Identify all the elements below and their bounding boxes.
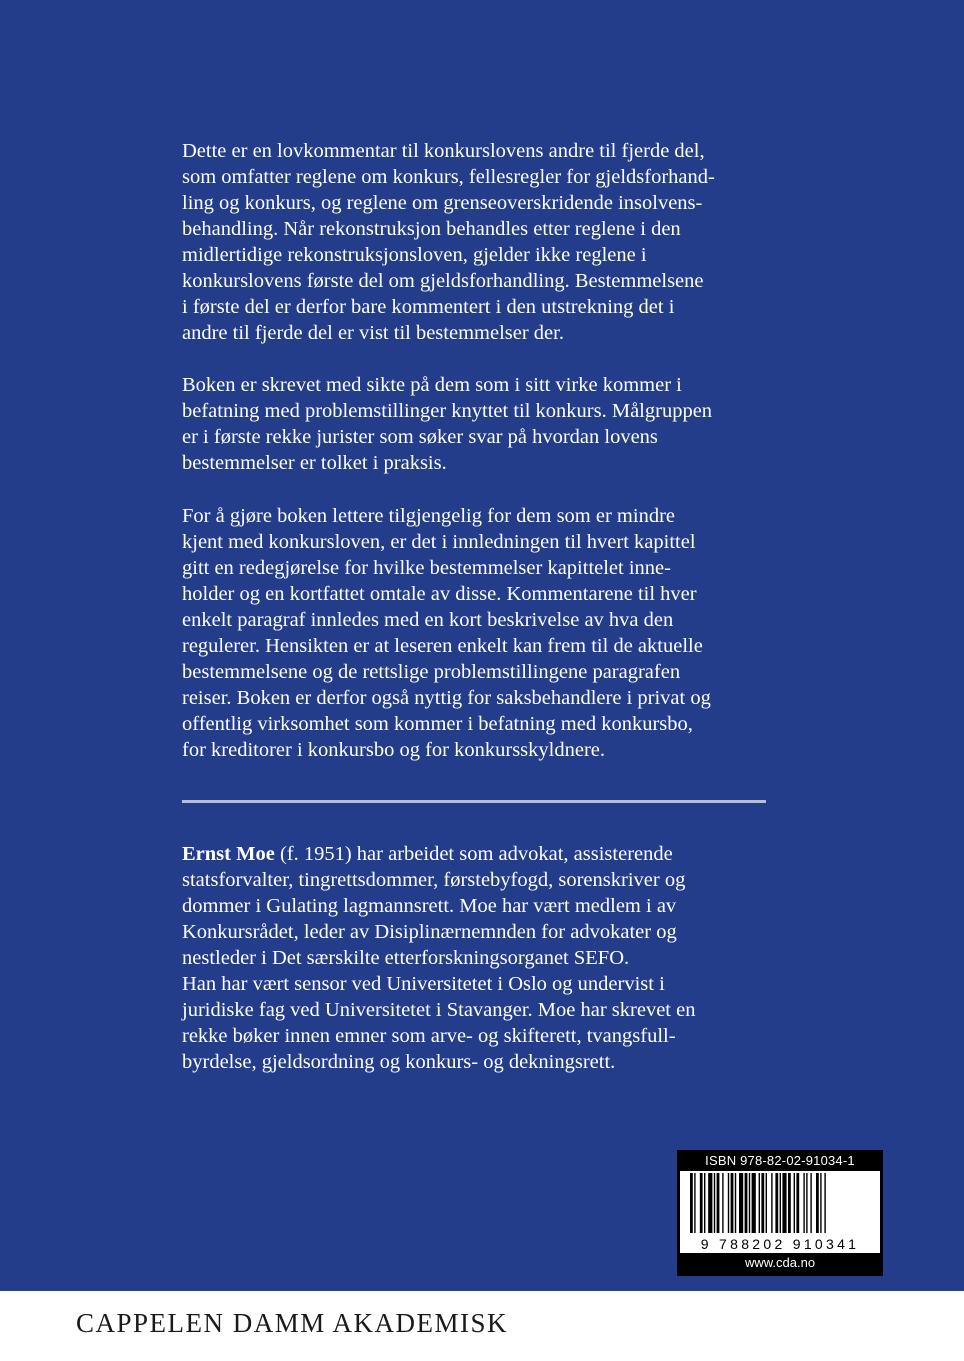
- text-line: rekke bøker innen emner som arve- og skifterett, tvangsfull-: [182, 1025, 676, 1047]
- barcode-bars: [690, 1173, 870, 1233]
- section-divider: [182, 800, 766, 803]
- text-line: bestemmelsene og de rettslige problemstillingene paragrafen: [182, 661, 681, 683]
- text-line: bestemmelser er tolket i praksis.: [182, 452, 447, 474]
- publisher-logo: CAPPELEN DAMM AKADEMISK: [76, 1308, 509, 1338]
- barcode-area: [680, 1171, 880, 1253]
- text-line: i første del er derfor bare kommentert i den utstrekning det i: [182, 296, 675, 318]
- author-bio-intro: (f. 1951) har arbeidet som advokat, assisterende: [274, 843, 673, 865]
- author-bio-first-line: [182, 841, 772, 867]
- isbn-barcode: [677, 1150, 883, 1276]
- description-paragraph-2: [182, 372, 772, 476]
- text-line: enkelt paragraf innledes med en kort beskrivelse av hva den: [182, 609, 674, 631]
- text-line: nestleder i Det særskilte etterforskningsorganet SEFO.: [182, 947, 630, 969]
- text-line: for kreditorer i konkursbo og for konkursskyldnere.: [182, 739, 606, 761]
- text-line: holder og en kortfattet omtale av disse. Kommentarene til hver: [182, 583, 697, 605]
- text-line: kjent med konkursloven, er det i innledningen til hvert kapittel: [182, 531, 696, 553]
- description-paragraph-1: [182, 138, 772, 346]
- text-line: midlertidige rekonstruksjonsloven, gjelder ikke reglene i: [182, 244, 647, 266]
- text-line: andre til fjerde del er vist til bestemmelser der.: [182, 322, 564, 344]
- text-line: befatning med problemstillinger knyttet til konkurs. Målgruppen: [182, 400, 713, 422]
- text-line: statsforvalter, tingrettsdommer, førstebyfogd, sorenskriver og: [182, 869, 686, 891]
- isbn-label: ISBN 978-82-02-91034-1: [705, 1153, 855, 1168]
- text-line: For å gjøre boken lettere tilgjengelig for dem som er mindre: [182, 505, 675, 527]
- text-line: regulerer. Hensikten er at leseren enkelt kan frem til de aktuelle: [182, 635, 703, 657]
- text-line: Han har vært sensor ved Universitetet i Oslo og undervist i: [182, 973, 665, 995]
- text-line: offentlig virksomhet som kommer i befatning med konkursbo,: [182, 713, 693, 735]
- text-line: juridiske fag ved Universitetet i Stavanger. Moe har skrevet en: [182, 999, 696, 1021]
- barcode-digits: 9 788202 910341: [700, 1236, 860, 1252]
- publisher-url: www.cda.no: [744, 1255, 816, 1270]
- text-line: reiser. Boken er derfor også nyttig for saksbehandlere i privat og: [182, 687, 711, 709]
- text-line: er i første rekke jurister som søker svar på hvordan lovens: [182, 426, 658, 448]
- description-paragraph-3: [182, 503, 772, 763]
- text-line: som omfatter reglene om konkurs, fellesregler for gjeldsforhand-: [182, 166, 715, 188]
- text-line: ling og konkurs, og reglene om grenseoverskridende insolvens-: [182, 192, 703, 214]
- text-line: Boken er skrevet med sikte på dem som i sitt virke kommer i: [182, 374, 682, 396]
- text-line: byrdelse, gjeldsordning og konkurs- og dekningsrett.: [182, 1051, 616, 1073]
- author-name: Ernst Moe: [182, 843, 275, 865]
- text-line: gitt en redegjørelse for hvilke bestemmelser kapittelet inne-: [182, 557, 671, 579]
- text-line: Konkursrådet, leder av Disiplinærnemnden for advokater og: [182, 921, 677, 943]
- text-line: dommer i Gulating lagmannsrett. Moe har vært medlem i av: [182, 895, 677, 917]
- author-bio: [182, 841, 772, 1075]
- text-line: behandling. Når rekonstruksjon behandles etter reglene i den: [182, 218, 681, 240]
- text-line: Dette er en lovkommentar til konkurslovens andre til fjerde del,: [182, 140, 705, 162]
- text-line: konkurslovens første del om gjeldsforhandling. Bestemmelsene: [182, 270, 704, 292]
